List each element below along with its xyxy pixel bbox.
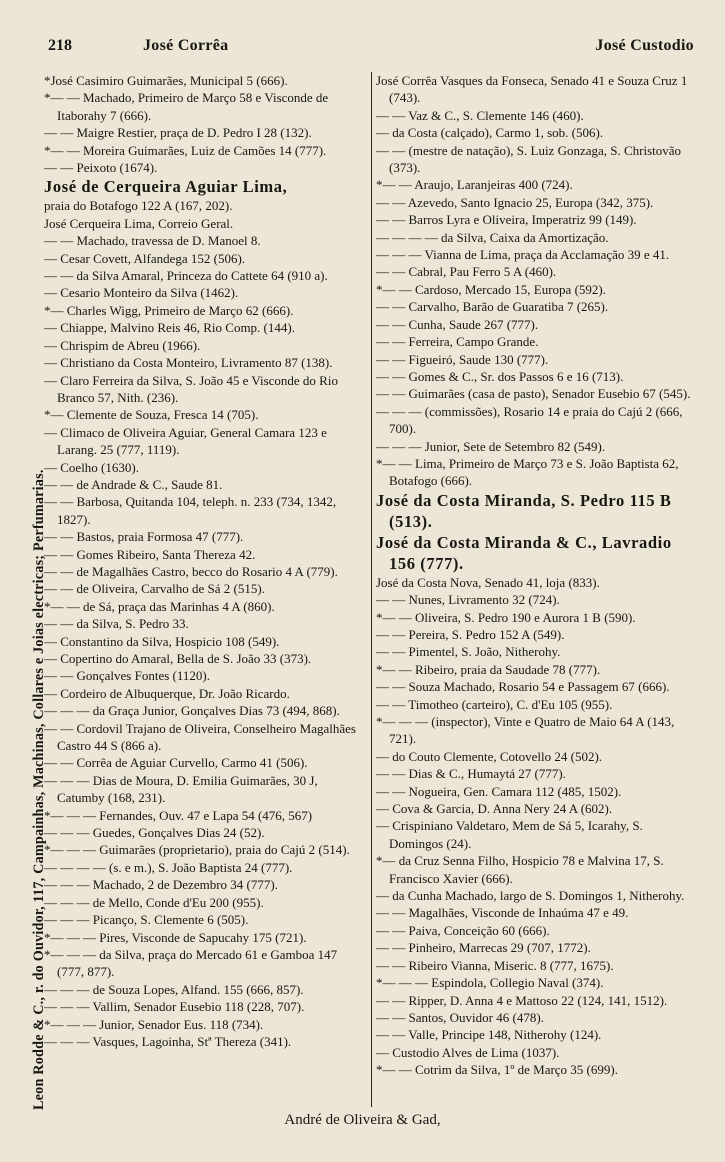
directory-entry: praia do Botafogo 122 A (167, 202). [44,198,233,214]
directory-entry: — da Cunha Machado, largo de S. Domingos 1, Nitherohy. [376,888,685,904]
directory-entry: *— da Cruz Senna Filho, Hospicio 78 e Malvina 17, S. Francisco Xavier (666). [376,853,664,886]
directory-entry: *— — Lima, Primeiro de Março 73 e S. João Baptista 62, Botafogo (666). [376,455,679,489]
directory-entry: *— — — Espindola, Collegio Naval (374). [376,975,604,991]
directory-entry: — — Maigre Restier, praça de D. Pedro I 28 (132). [44,125,312,141]
directory-entry: — — — Vallim, Senador Eusebio 118 (228, 707). [44,999,305,1015]
directory-entry: — Cova & Garcia, D. Anna Nery 24 A (602). [376,801,613,817]
directory-entry: — — — Picanço, S. Clemente 6 (505). [44,912,249,928]
directory-entry: — — Ripper, D. Anna 4 e Mattoso 22 (124, 141, 1512). [376,992,668,1008]
directory-entry: *— — Ribeiro, praia da Saudade 78 (777). [376,661,601,677]
running-head-right: José Custodio [595,37,694,54]
directory-entry: — — — — da Silva, Caixa da Amortização. [376,229,609,245]
directory-entry: — — Cabral, Pau Ferro 5 A (460). [376,264,557,280]
directory-entry: — — Guimarães (casa de pasto), Senador Eusebio 67 (545). [376,386,691,402]
directory-entry: — — Santos, Ouvidor 46 (478). [376,1009,544,1025]
directory-entry: — Christiano da Costa Monteiro, Livramento 87 (138). [44,355,333,371]
directory-entry: — — Pimentel, S. João, Nitherohy. [376,644,561,660]
directory-entry: — Cesar Covett, Alfandega 152 (506). [44,250,246,266]
directory-entry: — Cesario Monteiro da Silva (1462). [44,285,239,301]
directory-entry: — — de Magalhães Castro, becco do Rosario 4 A (779). [44,563,338,579]
directory-entry: — — — Vianna de Lima, praça da Acclamação 39 e 41. [376,247,670,263]
directory-entry: *José Casimiro Guimarães, Municipal 5 (666). [44,73,288,88]
directory-entry: — — Figueiró, Saude 130 (777). [376,351,549,367]
left-column [44,72,364,1107]
directory-entry: José Corrêa Vasques da Fonseca, Senado 41 e Souza Cruz 1 (743). [376,73,688,106]
directory-entry: — — (mestre de natação), S. Luiz Gonzaga, S. Christovão (373). [376,142,682,176]
directory-entry: — — de Andrade & C., Saude 81. [44,476,223,492]
directory-entry: — — Valle, Principe 148, Nitherohy (124). [376,1027,602,1043]
directory-entry: *— — Cardoso, Mercado 15, Europa (592). [376,281,606,297]
directory-entry: — — — de Souza Lopes, Alfand. 155 (666, 857). [44,981,304,997]
directory-entry: — — Machado, travessa de D. Manoel 8. [44,233,261,249]
directory-entry: *— — Machado, Primeiro de Março 58 e Visconde de Itaborahy 7 (666). [44,90,329,123]
directory-entry: José da Costa Nova, Senado 41, loja (833). [376,574,600,590]
sidebar-advertisement-text: Leon Rodde & C., r. do Ouvidor, 117, Campainhas, Machinas, Collares e Joias electricas; Perfumarias. [31,469,47,1110]
directory-entry: José Cerqueira Lima, Correio Geral. [44,215,234,231]
directory-entry: — — Magalhães, Visconde de Inhaúma 47 e 49. [376,905,629,921]
directory-entry: — do Couto Clemente, Cotovello 24 (502). [376,748,603,764]
directory-entry: *— Clemente de Souza, Fresca 14 (705). [44,407,259,423]
directory-entry: *— — Cotrim da Silva, 1º de Março 35 (699). [376,1062,618,1078]
directory-entry: *— — — Pires, Visconde de Sapucahy 175 (721). [44,929,307,945]
directory-heading-entry: José da Costa Miranda, S. Pedro 115 B (513). [376,490,672,531]
directory-entry: — Coelho (1630). [44,459,139,475]
directory-entry: — — Ferreira, Campo Grande. [376,334,539,350]
directory-entry: — — Vaz & C., S. Clemente 146 (460). [376,107,584,123]
directory-entry: — — Azevedo, Santo Ignacio 25, Europa (342, 375). [376,194,654,210]
directory-entry: *— — — Fernandes, Ouv. 47 e Lapa 54 (476, 567) [44,807,313,823]
directory-entry: — — Gonçalves Fontes (1120). [44,668,210,684]
directory-entry: — — Paiva, Conceição 60 (666). [376,922,550,938]
sidebar-advertisement [18,40,47,1110]
directory-entry: — Copertino do Amaral, Bella de S. João 33 (373). [44,651,312,666]
directory-entry: — Cordeiro de Albuquerque, Dr. João Ricardo. [44,685,290,701]
directory-entry: *— — — da Silva, praça do Mercado 61 e Gamboa 147 (777, 877). [44,946,338,980]
directory-entry: — — — Machado, 2 de Dezembro 34 (777). [44,877,278,893]
directory-entry: — — Corrêa de Aguiar Curvello, Carmo 41 (506). [44,755,308,771]
running-head-left: José Corrêa [143,37,229,54]
directory-entry: — — Barbosa, Quitanda 104, teleph. n. 233 (734, 1342, 1827). [44,494,337,527]
directory-entry: — — Gomes Ribeiro, Santa Thereza 42. [44,546,256,562]
directory-entry: — — Nogueira, Gen. Camara 112 (485, 1502). [376,783,622,799]
page-header [40,34,702,58]
directory-entry: — — Ribeiro Vianna, Miseric. 8 (777, 1675). [376,957,614,973]
page-footer: André de Oliveira & Gad, [284,1112,441,1128]
directory-entry: — — Bastos, praia Formosa 47 (777). [44,529,244,545]
directory-entry: — — Peixoto (1674). [44,160,158,176]
directory-entry: — — Souza Machado, Rosario 54 e Passagem 67 (666). [376,679,670,695]
directory-entry: — — Nunes, Livramento 32 (724). [376,592,560,608]
directory-entry: — — Cunha, Saude 267 (777). [376,316,539,332]
right-column [376,72,696,1107]
directory-entry: — — Carvalho, Barão de Guaratiba 7 (265). [376,299,609,315]
directory-entry: — — — da Graça Junior, Gonçalves Dias 73 (494, 868). [44,703,340,719]
directory-entry: — — de Oliveira, Carvalho de Sá 2 (515). [44,581,265,597]
directory-entry: — — da Silva Amaral, Princeza do Cattete 64 (910 a). [44,268,328,284]
directory-entry: — Chrispim de Abreu (1966). [44,337,201,353]
directory-entry: — — — Guedes, Gonçalves Dias 24 (52). [44,825,265,841]
directory-entry: — — da Silva, S. Pedro 33. [44,616,189,632]
directory-entry: — — Pinheiro, Marrecas 29 (707, 1772). [376,940,591,956]
directory-entry: — Chiappe, Malvino Reis 46, Rio Comp. (144). [44,320,295,336]
directory-entry: — — Cordovil Trajano de Oliveira, Conselheiro Magalhães Castro 44 S (866 a). [44,720,356,754]
column-divider [371,72,372,1107]
directory-entry: *— — Oliveira, S. Pedro 190 e Aurora 1 B (590). [376,609,636,625]
directory-heading-entry: José de Cerqueira Aguiar Lima, [44,177,288,197]
directory-entry: — — — — (s. e m.), S. João Baptista 24 (777). [44,859,293,875]
directory-entry: — Constantino da Silva, Hospicio 108 (549). [44,633,280,649]
directory-entry: *— — — Junior, Senador Eus. 118 (734). [44,1016,264,1032]
directory-entry: — Crispiniano Valdetaro, Mem de Sá 5, Icarahy, S. Domingos (24). [376,818,643,851]
directory-entry: — Claro Ferreira da Silva, S. João 45 e Visconde do Rio Branco 57, Nith. (236). [44,372,338,405]
directory-entry: — Climaco de Oliveira Aguiar, General Camara 123 e Larang. 25 (777, 1119). [44,424,327,458]
directory-entry: — Custodio Alves de Lima (1037). [376,1044,560,1060]
directory-entry: — — — (commissões), Rosario 14 e praia do Cajú 2 (666, 700). [376,403,683,437]
directory-entry: — da Costa (calçado), Carmo 1, sob. (506). [376,125,604,141]
directory-entry: *— Charles Wigg, Primeiro de Março 62 (666). [44,302,294,318]
directory-entry: — — — Dias de Moura, D. Emilia Guimarães, 30 J, Catumby (168, 231). [44,772,318,806]
directory-entry: *— — Araujo, Laranjeiras 400 (724). [376,177,573,193]
directory-entry: — — — Vasques, Lagoinha, Stª Thereza (341). [44,1033,292,1049]
directory-entry: — — Gomes & C., Sr. dos Passos 6 e 16 (713). [376,368,624,384]
directory-entry: — — Dias & C., Humaytá 27 (777). [376,766,566,782]
directory-entry: *— — — Guimarães (proprietario), praia do Cajú 2 (514). [44,842,350,858]
directory-entry: — — Barros Lyra e Oliveira, Imperatriz 99 (149). [376,212,637,228]
directory-entry: — — — Junior, Sete de Setembro 82 (549). [376,438,606,454]
directory-entry: *— — de Sá, praça das Marinhas 4 A (860). [44,598,275,614]
directory-entry: — — Timotheo (carteiro), C. d'Eu 105 (955). [376,696,613,712]
directory-entry: *— — Moreira Guimarães, Luiz de Camões 14 (777). [44,142,327,158]
page-number: 218 [48,37,72,54]
directory-entry: — — — de Mello, Conde d'Eu 200 (955). [44,894,264,910]
directory-heading-entry: José da Costa Miranda & C., Lavradio 156 (777). [376,532,672,573]
directory-entry: — — Pereira, S. Pedro 152 A (549). [376,626,565,642]
directory-entry: *— — — (inspector), Vinte e Quatro de Maio 64 A (143, 721). [376,714,675,747]
